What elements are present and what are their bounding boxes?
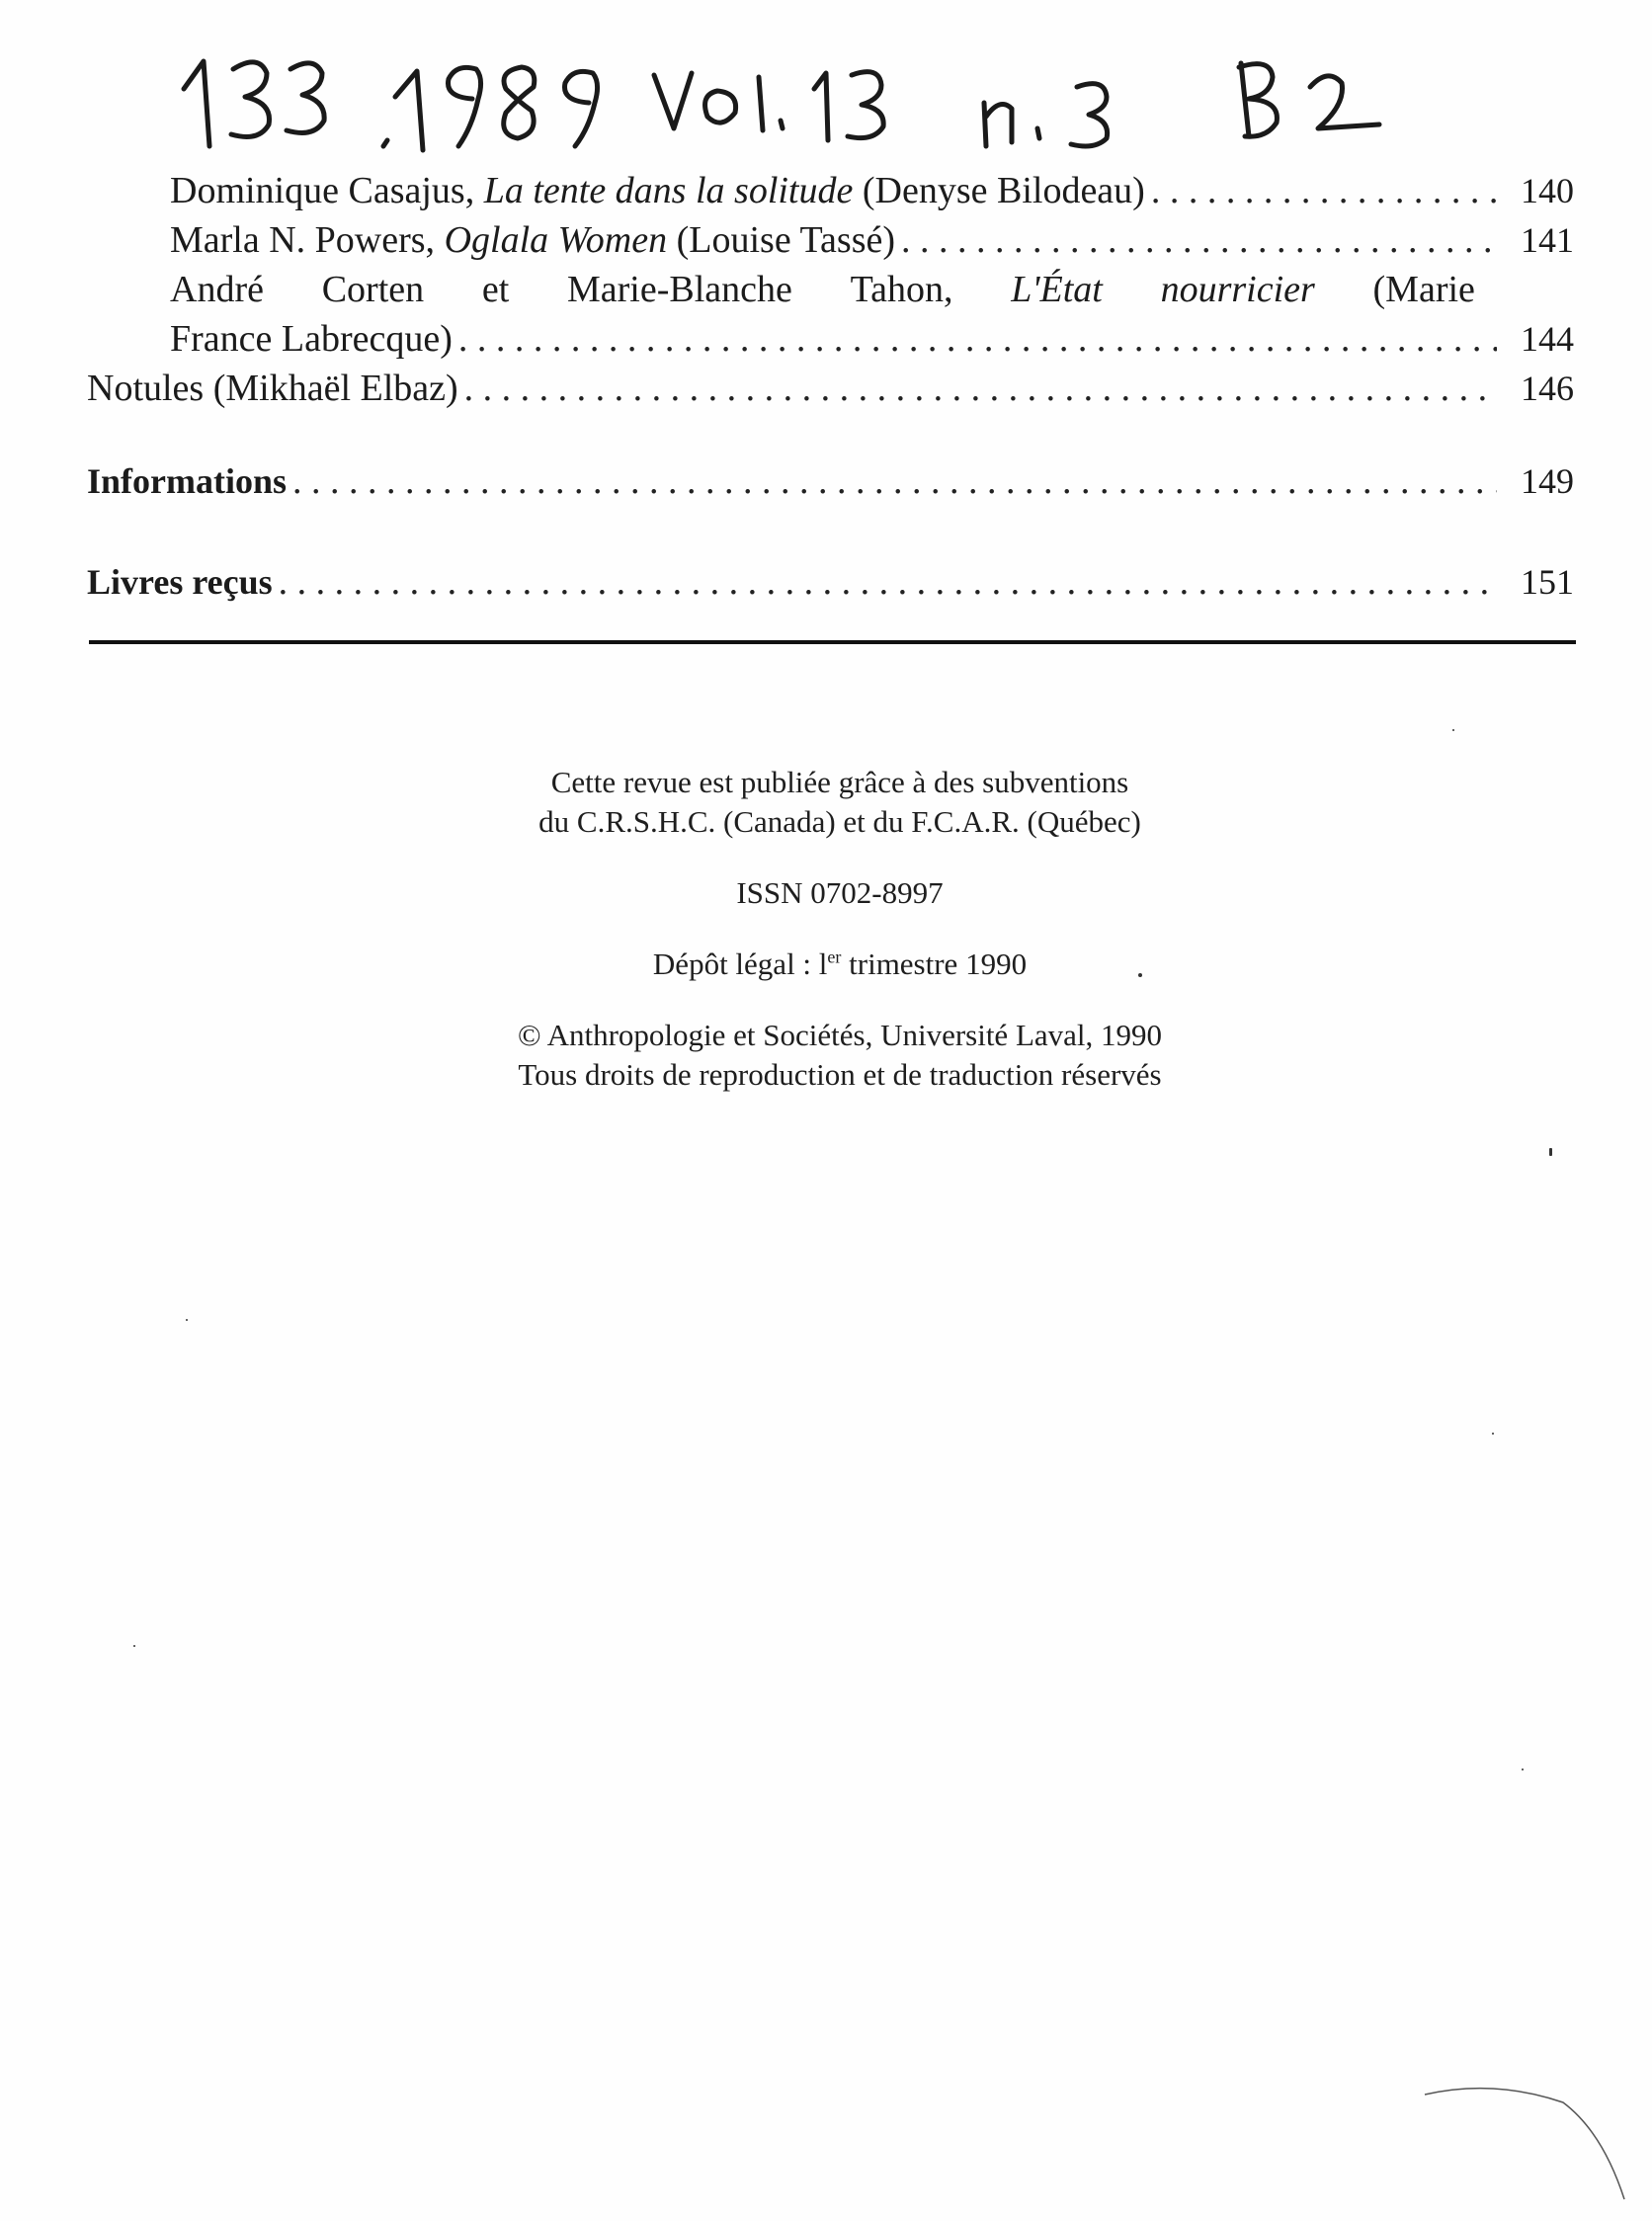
toc-section-heading: Informations [87,461,288,501]
toc-entry-text: Notules (Mikhaël Elbaz) [87,368,458,409]
dot-leader [292,456,1497,506]
copyright-notice [296,1016,1383,1095]
toc-entry-reviewer: (Louise Tassé) [667,219,896,261]
copyright-text: © Anthropologie et Sociétés, Université Laval, 1990 [517,1018,1163,1052]
toc-page-number: 151 [1521,562,1574,602]
toc-entry-livres-recus [87,557,1574,607]
toc-page-number: 149 [1521,461,1574,501]
toc-page-number: 141 [1521,220,1574,260]
legal-deposit-suffix: trimestre 1990 [841,946,1028,981]
toc-section-heading: Livres reçus [87,562,273,602]
page-corner-mark [1415,2073,1632,2201]
dot-leader [1151,166,1497,215]
handwritten-note-drawing [176,47,1421,156]
toc-entry-author-word: et [481,269,510,310]
toc-entry-text [170,166,1145,215]
handwritten-note [176,47,1421,156]
toc-entry-reviewer-continued: France Labrecque) [170,318,453,360]
toc-entry-author-word: Tahon, [850,269,953,310]
toc-entry-notules [87,364,1574,413]
legal-deposit-prefix: Dépôt légal : l [652,946,828,981]
subventions-notice [296,763,1383,842]
dot-leader [279,557,1497,607]
scan-speck [1522,1769,1524,1770]
legal-deposit-text [296,945,1383,984]
dot-leader [901,215,1497,265]
toc-entry-reviewer: (Denyse Bilodeau) [853,170,1145,211]
toc-entry-title-word: L'État [1011,269,1103,310]
toc-entry-title-word: nourricier [1160,269,1315,310]
toc-entry-author-word: Marie-Blanche [567,269,792,310]
toc-page-number: 146 [1521,369,1574,408]
imprint-block [296,763,1383,1126]
toc-entry-title: Oglala Women [444,219,668,261]
dot-leader [464,364,1497,413]
subventions-line: Cette revue est publiée grâce à des subventions [550,765,1129,799]
scan-speck [1492,1433,1494,1435]
issn-text: ISSN 0702-8997 [736,875,944,910]
toc-page-number: 140 [1521,171,1574,210]
toc-entry [87,215,1574,265]
legal-deposit-superscript: er [827,946,842,967]
scan-speck [186,1319,188,1321]
toc-entry-author-word: Corten [321,269,425,310]
toc-entry-text [170,215,895,265]
scan-speck [1549,1148,1552,1156]
toc-entry [87,166,1574,215]
toc-page-number: 144 [1521,319,1574,359]
toc-entry-title: La tente dans la solitude [483,170,854,211]
toc-entry-reviewer: (Marie [1372,269,1475,310]
legal-deposit-notice [296,945,1383,984]
rights-text: Tous droits de reproduction et de traduction réservés [518,1057,1162,1092]
toc-entry-author: Dominique Casajus, [170,170,484,211]
scan-speck [133,1645,135,1647]
issn-notice [296,873,1383,913]
toc-entry-author: Marla N. Powers, [170,219,445,261]
table-of-contents [87,166,1574,607]
toc-entry-author-word: André [170,269,264,310]
subventions-line: du C.R.S.H.C. (Canada) et du F.C.A.R. (Québec) [538,804,1141,839]
toc-entry-continuation [87,314,1574,364]
toc-entry-informations [87,456,1574,506]
toc-entry-first-line [87,265,1574,314]
horizontal-rule [89,640,1576,644]
scan-speck [1452,729,1454,731]
scan-speck [1138,973,1142,977]
dot-leader [458,314,1497,364]
